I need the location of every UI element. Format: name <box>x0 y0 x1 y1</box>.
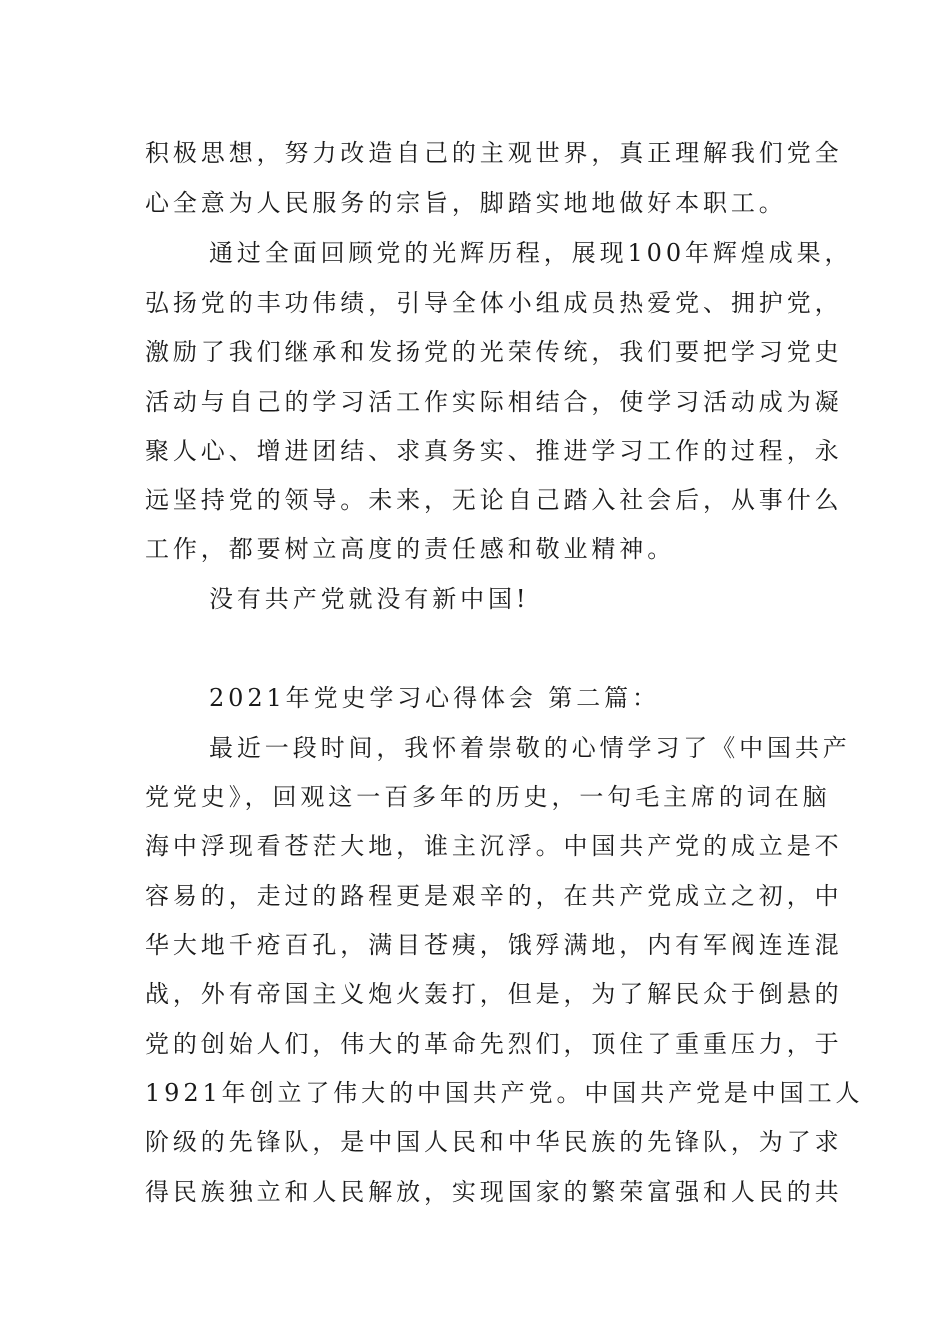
section-heading: 2021年党史学习心得体会 第二篇： <box>209 684 660 712</box>
paragraph-line: 弘扬党的丰功伟绩，引导全体小组成员热爱党、拥护党， <box>145 289 843 317</box>
paragraph-line: 没有共产党就没有新中国! <box>209 585 530 613</box>
paragraph-line: 党党史》，回观这一百多年的历史，一句毛主席的词在脑 <box>145 783 831 811</box>
paragraph-line: 心全意为人民服务的宗旨，脚踏实地地做好本职工。 <box>145 189 787 217</box>
paragraph-line: 活动与自己的学习活工作实际相结合，使学习活动成为凝 <box>145 388 843 416</box>
paragraph-line: 海中浮现看苍茫大地，谁主沉浮。中国共产党的成立是不 <box>145 832 843 860</box>
paragraph-line: 阶级的先锋队，是中国人民和中华民族的先锋队，为了求 <box>145 1128 843 1156</box>
paragraph-line: 华大地千疮百孔，满目苍痍，饿殍满地，内有军阀连连混 <box>145 931 843 959</box>
paragraph-line: 积极思想，努力改造自己的主观世界，真正理解我们党全 <box>145 139 843 167</box>
paragraph-line: 得民族独立和人民解放，实现国家的繁荣富强和人民的共 <box>145 1178 843 1206</box>
paragraph-line: 工作，都要树立高度的责任感和敬业精神。 <box>145 535 676 563</box>
paragraph-line: 聚人心、增进团结、求真务实、推进学习工作的过程，永 <box>145 437 843 465</box>
paragraph-line: 党的创始人们，伟大的革命先烈们，顶住了重重压力，于 <box>145 1030 843 1058</box>
paragraph-line: 最近一段时间，我怀着崇敬的心情学习了《中国共产 <box>209 734 851 762</box>
paragraph-line: 容易的，走过的路程更是艰辛的，在共产党成立之初，中 <box>145 882 843 910</box>
paragraph-line: 远坚持党的领导。未来，无论自己踏入社会后，从事什么 <box>145 486 843 514</box>
paragraph-line: 战，外有帝国主义炮火轰打，但是，为了解民众于倒悬的 <box>145 980 843 1008</box>
paragraph-line: 1921年创立了伟大的中国共产党。中国共产党是中国工人 <box>145 1079 864 1107</box>
paragraph-line: 通过全面回顾党的光辉历程，展现100年辉煌成果， <box>209 239 853 267</box>
paragraph-line: 激励了我们继承和发扬党的光荣传统，我们要把学习党史 <box>145 338 843 366</box>
